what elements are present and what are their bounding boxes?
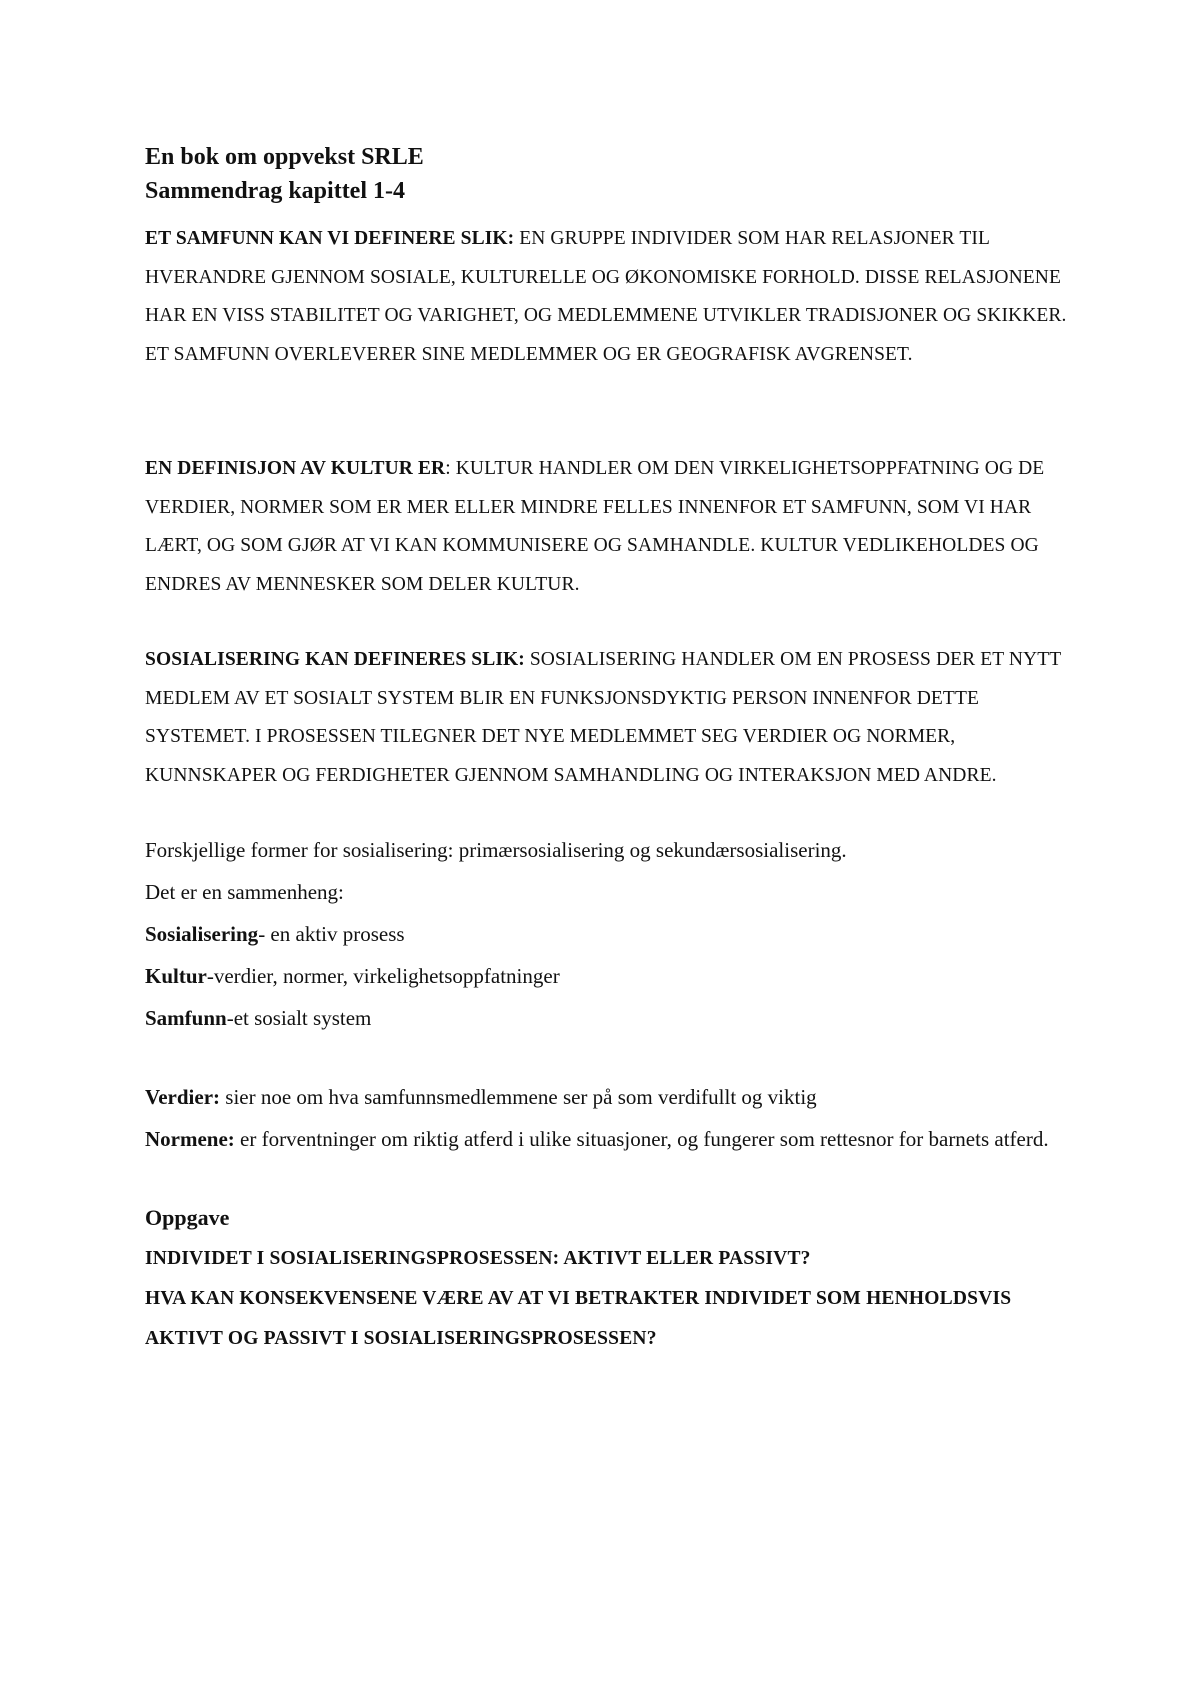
spacer [145,374,1075,450]
task-question-2: HVA KAN KONSEKVENSENE VÆRE AV AT VI BETRAKTER INDIVIDET SOM HENHOLDSVIS AKTIVT OG PASSIVT I SOSIALISERINGSPROSESSEN? [145,1288,1012,1349]
forms-line: Forskjellige former for sosialisering: primærsosialisering og sekundærsosialisering. [145,838,847,862]
term-kultur-desc: -verdier, normer, virkelighetsoppfatninger [206,964,560,988]
spacer [145,1039,1075,1076]
kultur-definition-text: : KULTUR HANDLER OM DEN VIRKELIGHETSOPPFATNING OG DE VERDIER, NORMER SOM ER MER ELLER MINDRE FELLES INNENFOR ET SAMFUNN, SOM VI HAR LÆRT, OG SOM GJØR AT VI KAN KOMMUNISERE OG SAMHANDLE. KULTUR VEDLIKEHOLDES OG ENDRES AV MENNESKER SOM DELER KULTUR. [145,458,1045,595]
spacer [145,795,1075,829]
spacer [145,604,1075,641]
task-question-1: INDIVIDET I SOSIALISERINGSPROSESSEN: AKTIVT ELLER PASSIVT? [145,1248,811,1269]
document-title [145,140,1075,208]
samfunn-definition-label: ET SAMFUNN KAN VI DEFINERE SLIK: [145,228,515,249]
term-kultur: Kultur [145,964,207,988]
definition-verdier [145,1076,1075,1118]
document-content [145,140,1075,1359]
term-sosialisering-desc: - en aktiv prosess [258,922,405,946]
task-heading: Oppgave [145,1205,230,1230]
term-samfunn: Samfunn [145,1006,227,1030]
term-line-kultur [145,955,1075,997]
term-samfunn-desc: -et sosialt system [226,1006,372,1030]
definition-normene-term: Normene: [145,1127,235,1151]
title-line-1: En bok om oppvekst SRLE [145,144,424,170]
definition-verdier-desc: sier noe om hva samfunnsmedlemmene ser på som verdifullt og viktig [220,1085,817,1109]
context-line: Det er en sammenheng: [145,880,344,904]
kultur-definition-label: EN DEFINISJON AV KULTUR ER [145,458,446,479]
samfunn-definition-paragraph [145,220,1075,374]
term-sosialisering: Sosialisering [145,922,259,946]
definition-verdier-term: Verdier: [145,1085,221,1109]
term-line-samfunn [145,997,1075,1039]
definition-normene-desc: er forventninger om riktig atferd i ulike situasjoner, og fungerer som rettesnor for barnets atferd. [234,1127,1049,1151]
sosialisering-definition-label: SOSIALISERING KAN DEFINERES SLIK: [145,649,525,670]
title-line-2: Sammendrag kapittel 1-4 [145,178,405,204]
term-line-sosialisering [145,913,1075,955]
kultur-definition-paragraph [145,450,1075,604]
sosialisering-definition-paragraph [145,641,1075,795]
spacer [145,1160,1075,1197]
definition-normene [145,1118,1075,1160]
samfunn-definition-text: EN GRUPPE INDIVIDER SOM HAR RELASJONER TIL HVERANDRE GJENNOM SOSIALE, KULTURELLE OG ØKONOMISKE FORHOLD. DISSE RELASJONENE HAR EN VISS STABILITET OG VARIGHET, OG MEDLEMMENE UTVIKLER TRADISJONER OG SKIKKER. ET SAMFUNN OVERLEVERER SINE MEDLEMMER OG ER GEOGRAFISK AVGRENSET. [145,228,1067,365]
sosialisering-definition-text: SOSIALISERING HANDLER OM EN PROSESS DER ET NYTT MEDLEM AV ET SOSIALT SYSTEM BLIR EN FUNKSJONSDYKTIG PERSON INNENFOR DETTE SYSTEMET. I PROSESSEN TILEGNER DET NYE MEDLEMMET SEG VERDIER OG NORMER, KUNNSKAPER OG FERDIGHETER GJENNOM SAMHANDLING OG INTERAKSJON MED ANDRE. [145,649,1061,786]
